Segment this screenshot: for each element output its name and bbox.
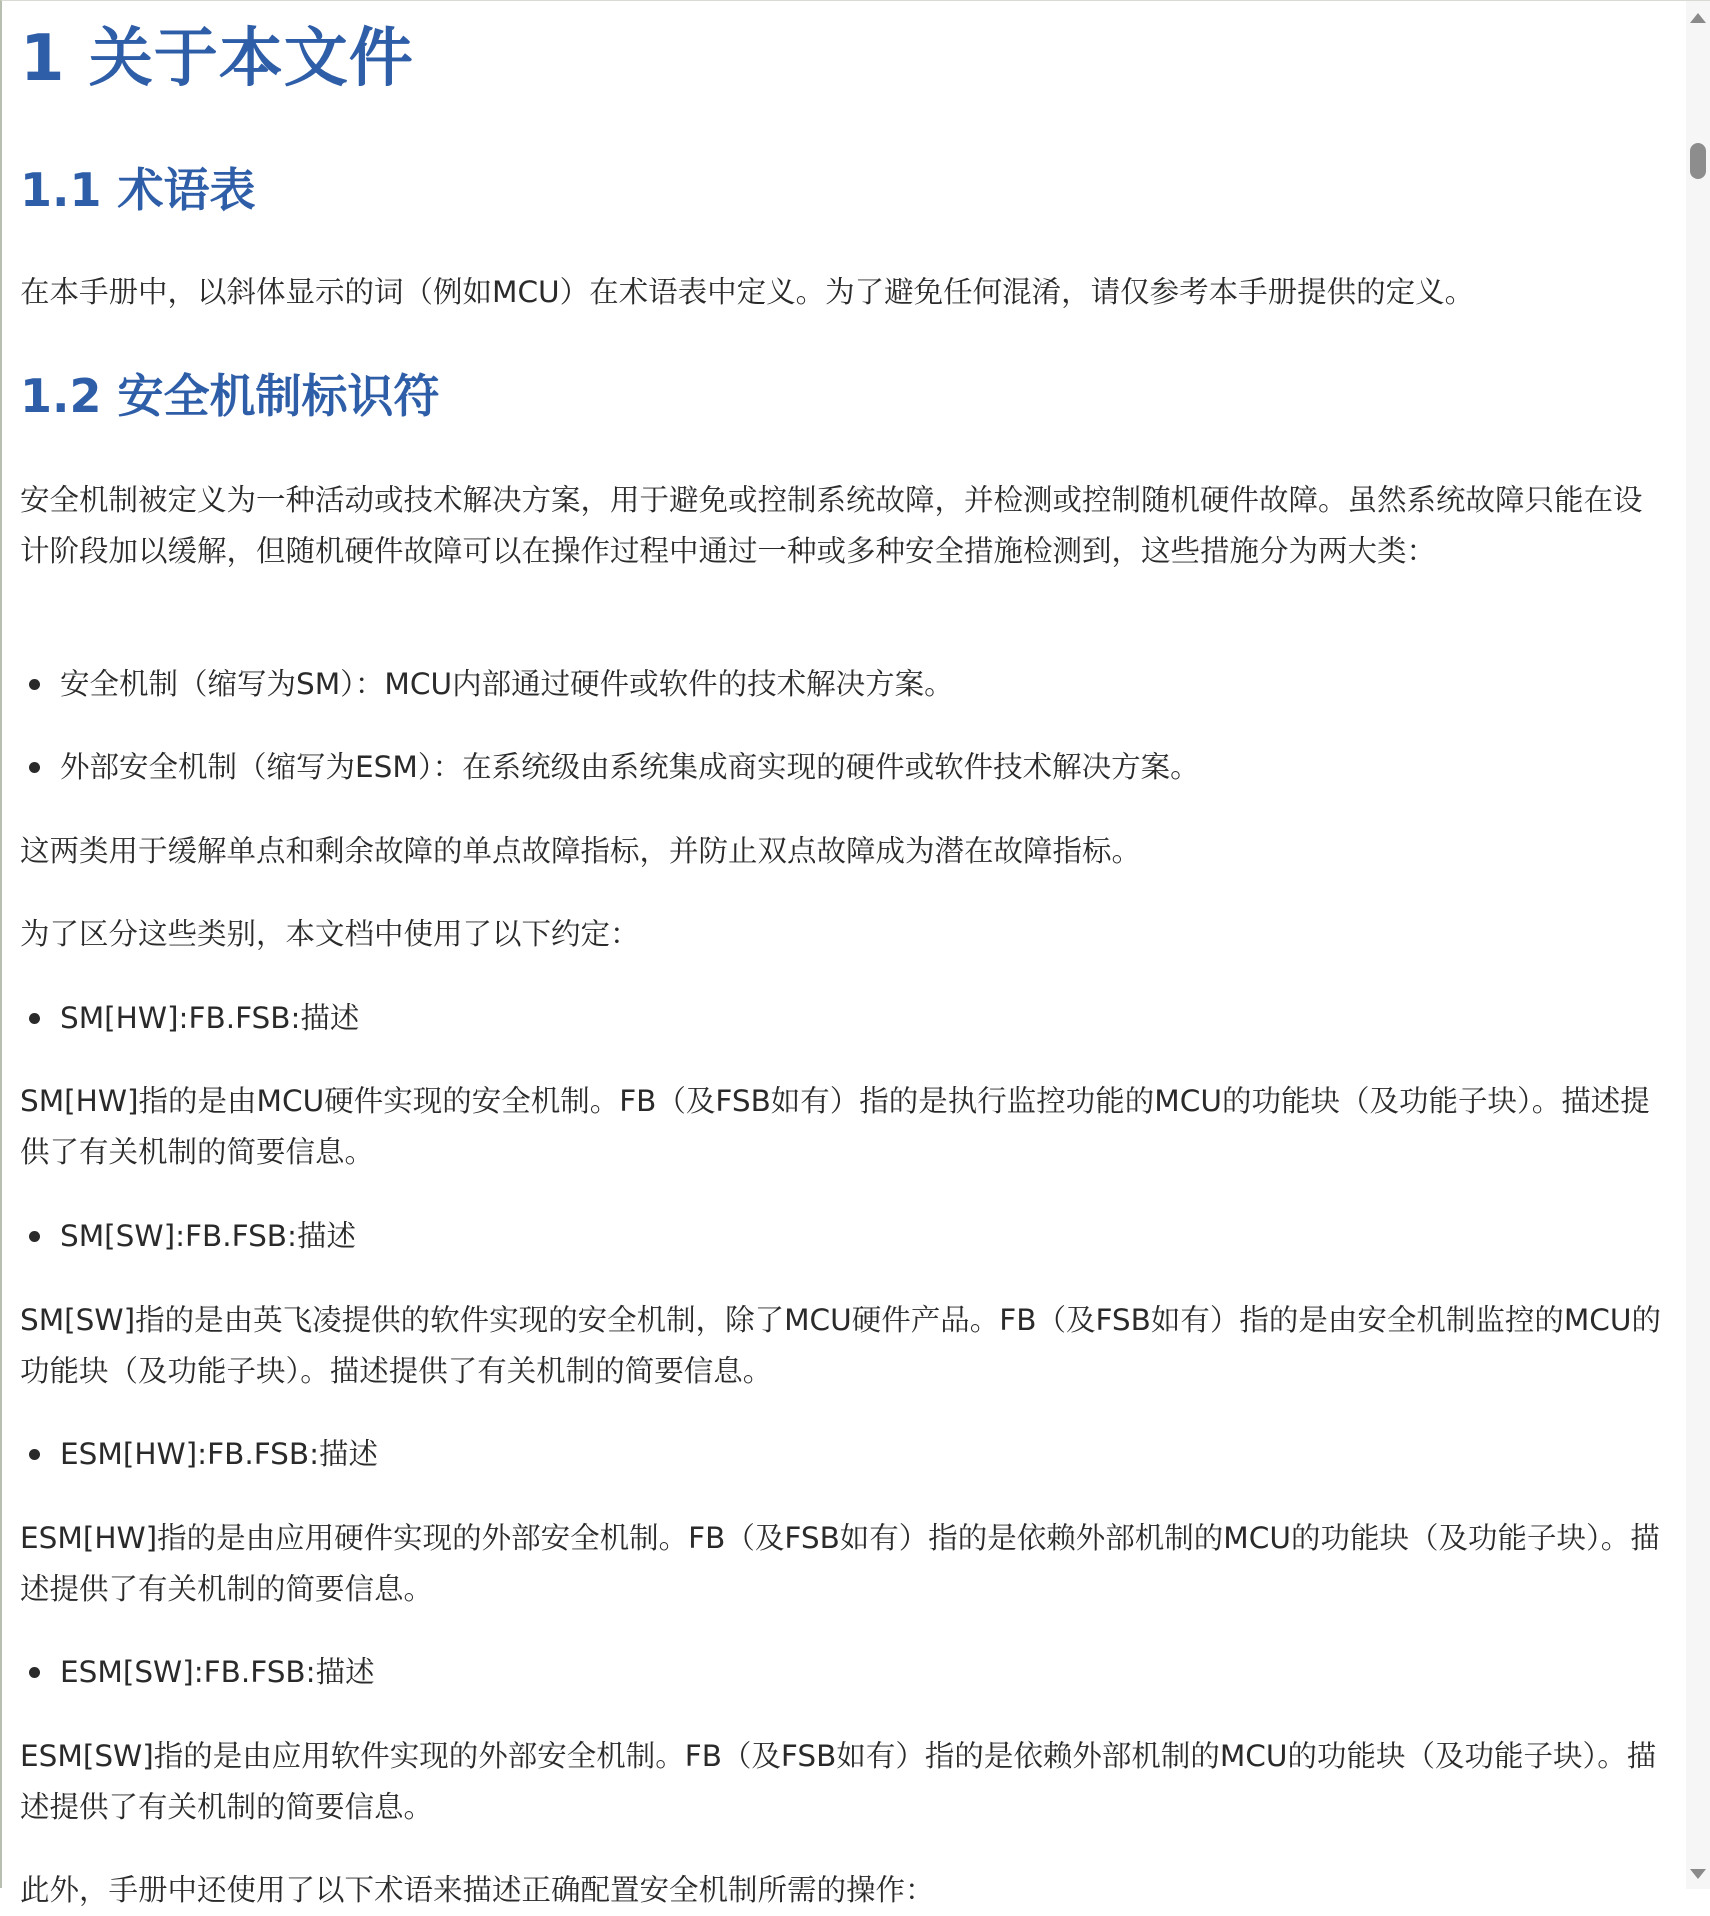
bullet-icon xyxy=(29,1013,40,1024)
list-item-text: SM[HW]:FB.FSB:描述 xyxy=(60,1001,360,1035)
scroll-down-arrow-icon[interactable] xyxy=(1690,1869,1706,1879)
list-item-esm xyxy=(20,742,1668,793)
bullet-icon xyxy=(29,762,40,773)
esm-sw-paragraph: ESM[SW]指的是由应用软件实现的外部安全机制。FB（及FSB如有）指的是依赖外部机制的MCU的功能块（及功能子块）。描述提供了有关机制的简要信息。 xyxy=(20,1739,1657,1824)
terms-intro-paragraph: 此外，手册中还使用了以下术语来描述正确配置安全机制所需的操作： xyxy=(20,1873,935,1907)
list-item-text: SM[SW]:FB.FSB:描述 xyxy=(60,1219,356,1253)
bullet-icon xyxy=(29,1667,40,1678)
list-item-text: ESM[HW]:FB.FSB:描述 xyxy=(60,1437,379,1471)
bullet-icon xyxy=(29,1449,40,1460)
chapter-title: 1 关于本文件 xyxy=(20,22,414,96)
document-content xyxy=(20,1,1668,1907)
section-title-glossary: 1.1 术语表 xyxy=(20,163,256,217)
safety-mechanism-definition: 安全机制被定义为一种活动或技术解决方案，用于避免或控制系统故障，并检测或控制随机硬件故障。虽然系统故障只能在设计阶段加以缓解，但随机硬件故障可以在操作过程中通过一种或多种安全措施检测到，这些措施分为两大类： xyxy=(20,483,1643,568)
list-item-text: 外部安全机制（缩写为ESM）：在系统级由系统集成商实现的硬件或软件技术解决方案。 xyxy=(60,750,1200,784)
scroll-up-arrow-icon[interactable] xyxy=(1690,13,1706,23)
fault-metric-paragraph: 这两类用于缓解单点和剩余故障的单点故障指标，并防止双点故障成为潜在故障指标。 xyxy=(20,834,1142,868)
list-item-text: ESM[SW]:FB.FSB:描述 xyxy=(60,1655,375,1689)
list-item-sm-hw xyxy=(20,993,1668,1044)
sm-hw-paragraph: SM[HW]指的是由MCU硬件实现的安全机制。FB（及FSB如有）指的是执行监控功能的MCU的功能块（及功能子块）。描述提供了有关机制的简要信息。 xyxy=(20,1084,1650,1169)
bullet-icon xyxy=(29,1231,40,1242)
bullet-icon xyxy=(29,679,40,690)
sm-sw-paragraph: SM[SW]指的是由英飞凌提供的软件实现的安全机制，除了MCU硬件产品。FB（及FSB如有）指的是由安全机制监控的MCU的功能块（及功能子块）。描述提供了有关机制的简要信息。 xyxy=(20,1303,1661,1388)
section-title-safety-mechanism-id: 1.2 安全机制标识符 xyxy=(20,369,440,423)
list-item-esm-sw xyxy=(20,1647,1668,1698)
list-item-sm xyxy=(20,659,1668,710)
convention-intro-paragraph: 为了区分这些类别，本文档中使用了以下约定： xyxy=(20,917,640,951)
vertical-scrollbar[interactable] xyxy=(1686,1,1710,1889)
esm-hw-paragraph: ESM[HW]指的是由应用硬件实现的外部安全机制。FB（及FSB如有）指的是依赖外部机制的MCU的功能块（及功能子块）。描述提供了有关机制的简要信息。 xyxy=(20,1521,1660,1606)
glossary-paragraph: 在本手册中，以斜体显示的词（例如MCU）在术语表中定义。为了避免任何混淆，请仅参考本手册提供的定义。 xyxy=(20,275,1475,309)
list-item-sm-sw xyxy=(20,1211,1668,1262)
list-item-text: 安全机制（缩写为SM）：MCU内部通过硬件或软件的技术解决方案。 xyxy=(60,667,954,701)
list-item-esm-hw xyxy=(20,1429,1668,1480)
scrollbar-thumb[interactable] xyxy=(1690,143,1706,179)
